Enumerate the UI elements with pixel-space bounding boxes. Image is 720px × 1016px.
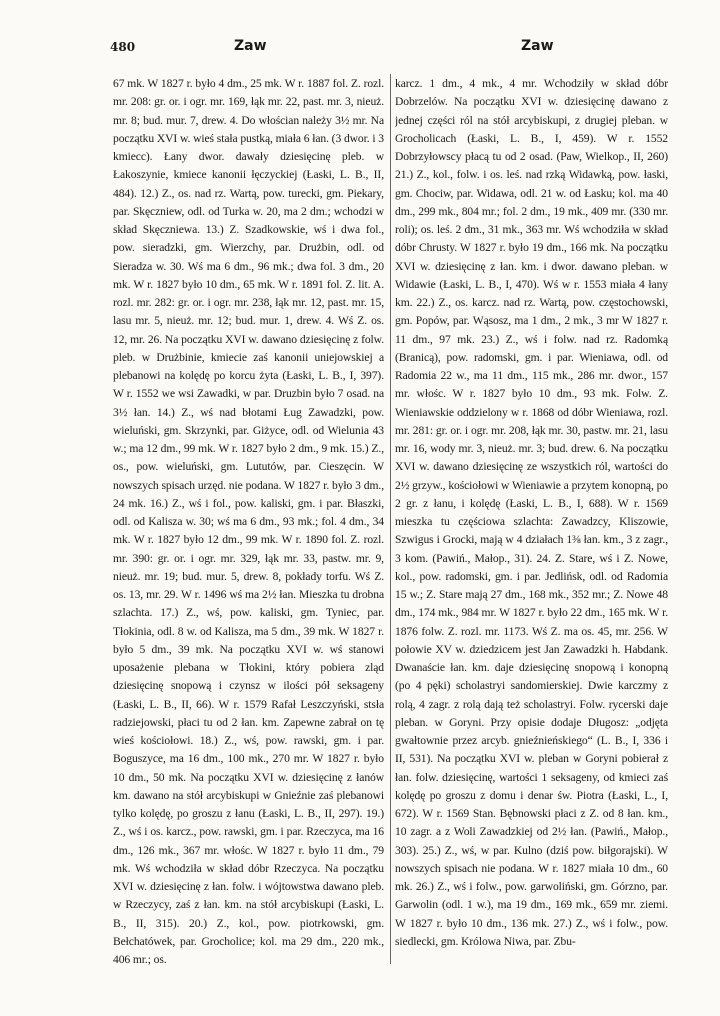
page-header [110, 40, 670, 64]
column-right-text: karcz. 1 dm., 4 mk., 4 mr. Wchodziły w skład dóbr Dobrzelów. Na początku XVI w. dziesięcinę dawano z jednej części ról na stół arcybiskupi, z drugiej pleban. w Grocholicach (Łaski, L. B., I, 459). W r. 1552 Dobrzyłowscy płacą tu od 2 osad. (Paw, Wielkop., II, 260) 21.) Z., kol., folw. i os. leś. nad rzką Widawką, pow. łaski, gm. Chociw, par. Widawa, odl. 21 w. od Łasku; kol. ma 40 dm., 299 mk., 804 mr.; fol. 2 dm., 19 mk., 409 mr. (330 mr. roli); os. leś. 2 dm., 31 mk., 363 mr. Wś wchodziła w skład dóbr Chrusty. W 1827 r. było 19 dm., 166 mk. Na początku XVI w. dziesięcinę z łan. km. i dwor. dawano pleban. w Widawie (Łaski, L. B., I, 470). Wś w r. 1553 miała 4 łany km. 22.) Z., os. karcz. nad rz. Wartą, pow. częstochowski, gm. Popów, par. Wąsosz, ma 1 dm., 2 mk., 3 mr W 1827 r. 11 dm., 97 mk. 23.) Z., wś i folw. nad rz. Radomką (Branicą), pow. radomski, gm. i par. Wieniawa, odl. od Radomia 22 w., ma 11 dm., 115 mk., 286 mr. dwor., 157 mr. włośc. W r. 1827 było 10 dm., 93 mk. Folw. Z. Wieniawskie oddzielony w r. 1868 od dóbr Wieniawa, rozl. mr. 281: gr. or. i ogr. mr. 208, łąk mr. 30, pastw. mr. 21, lasu mr. 16, wody mr. 3, nieuż. mr. 3; bud. drew. 6. Na początku XVI w. dawano dziesięcinę ze wszystkich ról, wartości do 2½ grzyw., kościołowi w Wieniawie a przytem konopną, po 2 gr. z łanu, i kolędę (Łaski, L. B., I, 688). W r. 1569 mieszka tu częściowa szlachta: Zawadzcy, Kliszowie, Szwigus i Grocki, mają w 4 działach 1⅜ łan. km., 3 z zagr., 3 kom. (Pawiń., Małop., 31). 24. Z. Stare, wś i Z. Nowe, kol., pow. radomski, gm. i par. Jedlińsk, odl. od Radomia 15 w.; Z. Stare mają 27 dm., 168 mk., 352 mr.; Z. Nowe 48 dm., 174 mk., 984 mr. W 1827 r. było 22 dm., 165 mk. W r. 1876 folw. Z. rozl. mr. 1173. Wś Z. ma os. 45, mr. 256. W połowie XV w. dziedzicem jest Jan Zawadzki h. Habdank. Dwanaście łan. km. daje dziesięcinę snopową i konopną (po 4 pęki) scholastryi sandomierskiej. Dwie karczmy z rolą, 4 zagr. z rolą dają też scholastryi. Folw. rycerski daje pleban. w Goryni. Przy opisie dodaje Długosz: „odjęta gwałtownie przez arcyb. gnieźnieńskiego“ (L. B., I, 336 i II, 531). Na początku XVI w. pleban w Goryni pobierał z łan. folw. dziesięcinę, wartości 1 seksageny, od kmieci zaś kolędę po groszu z domu i denar św. Piotra (Łaski, L., I, 672). W r. 1569 Stan. Bębnowski płaci z Z. od 8 łan. km., 10 zagr. a z Woli Zawadzkiej od 2½ łan. (Pawiń., Małop., 303). 25.) Z., wś, w par. Kulno (dziś pow. biłgorajski). W nowszych spisach nie podana. W r. 1827 miała 10 dm., 60 mk. 26.) Z., wś i folw., pow. garwoliński, gm. Górzno, par. Garwolin (odl. 1 w.), ma 19 dm., 169 mk., 659 mr. ziemi. W 1827 r. było 10 dm., 136 mk. 27.) Z., wś i folw., pow. siedlecki, gm. Królowa Niwa, par. Zbu- [395, 77, 668, 948]
page-number: 480 [110, 40, 136, 54]
column-left-text: 67 mk. W 1827 r. było 4 dm., 25 mk. W r. 1887 fol. Z. rozl. mr. 208: gr. or. i ogr. mr. 169, łąk mr. 22, past. mr. 3, nieuż. mr. 8; bud. mur. 7, drew. 4. Do włościan należy 3½ mr. Na początku XVI w. wieś stała pustką, miała 6 łan. (3 dwor. i 3 kmiecc). Łany dwor. dawały dziesięcinę pleb. w Łakoszynie, kmiece kanonii łęczyckiej (Łaski, L. B., II, 484). 12.) Z., os. nad rz. Wartą, pow. turecki, gm. Piekary, par. Skęczniew, odl. od Turka w. 20, ma 2 dm.; wchodzi w skład Skęczniewa. 13.) Z. Szadkowskie, wś i dwa fol., pow. sieradzki, gm. Wierzchy, par. Drużbin, odl. od Sieradza w. 30. Wś ma 6 dm., 96 mk.; dwa fol. 3 dm., 20 mk. W r. 1827 było 10 dm., 65 mk. W r. 1891 fol. Z. lit. A. rozl. mr. 282: gr. or. i ogr. mr. 238, łąk mr. 12, past. mr. 15, lasu mr. 5, nieuż. mr. 12; bud. mur. 1, drew. 4. Wś Z. os. 12, mr. 26. Na początku XVI w. dawano dziesięcinę z folw. pleb. w Drużbinie, kmiecie zaś kanonii uniejowskiej a plebanowi na kolędę po korcu żyta (Łaski, L. B., I, 397). W r. 1552 we wsi Zawadki, w par. Druzbin było 7 osad. na 3½ łan. 14.) Z., wś nad błotami Ług Zawadzki, pow. wieluński, gm. Skrzynki, par. Giżyce, odl. od Wielunia 43 w.; ma 12 dm., 99 mk. W r. 1827 było 2 dm., 9 mk. 15.) Z., os., pow. wieluński, gm. Lututów, par. Cieszęcin. W nowszych spisach urzęd. nie podana. W 1827 r. było 3 dm., 24 mk. 16.) Z., wś i fol., pow. kaliski, gm. i par. Błaszki, odl. od Kalisza w. 30; wś ma 6 dm., 93 mk.; fol. 4 dm., 34 mk. W r. 1827 było 12 dm., 99 mk. W r. 1890 fol. Z. rozl. mr. 390: gr. or. i ogr. mr. 329, łąk mr. 33, pastw. mr. 9, nieuż. mr. 19; bud. mur. 5, drew. 8, pokłady torfu. Wś Z. os. 13, mr. 29. W r. 1496 wś ma 2½ łan. Mieszka tu drobna szlachta. 17.) Z., wś, pow. kaliski, gm. Tyniec, par. Tłokinia, odl. 8 w. od Kalisza, ma 5 dm., 39 mk. W 1827 r. było 5 dm., 39 mk. Na początku XVI w. wś stanowi uposażenie plebana w Tłokini, który pobiera zląd dziesięcinę snopową i czynsz w ilości pół seksageny (Łaski, L. B., II, 66). W r. 1579 Rafał Leszczyński, stsła radziejowski, płaci tu od 2 łan. km. Zapewne zabrał on tę wieś kościołowi. 18.) Z., wś, pow. rawski, gm. i par. Boguszyce, ma 16 dm., 100 mk., 270 mr. W 1827 r. było 10 dm., 50 mk. Na początku XVI w. dziesięcinę z łanów km. dawano na stół arcybiskupi w Gnieźnie zaś plebanowi tylko kolędę, po groszu z łanu (Łaski, L. B., II, 297). 19.) Z., wś i os. karcz., pow. rawski, gm. i par. Rzeczyca, ma 16 dm., 126 mk., 367 mr. włośc. W 1827 r. było 11 dm., 79 mk. Wś wchodziła w skład dóbr Rzeczyca. Na początku XVI w. dziesięcinę z łan. folw. i wójtowstwa dawano pleb. w Rzeczycy, zaś z łan. km. na stół arcybiskupi (Łaski, L. B., II, 315). 20.) Z., kol., pow. piotrkowski, gm. Bełchatówek, par. Grocholice; kol. ma 29 dm., 220 mk., 406 mr.; os. [113, 77, 384, 965]
running-head-right: Zaw [521, 38, 554, 54]
text-column-right [395, 75, 668, 965]
text-column-left [113, 75, 384, 965]
running-head-left: Zaw [234, 38, 267, 54]
column-divider [390, 74, 391, 964]
